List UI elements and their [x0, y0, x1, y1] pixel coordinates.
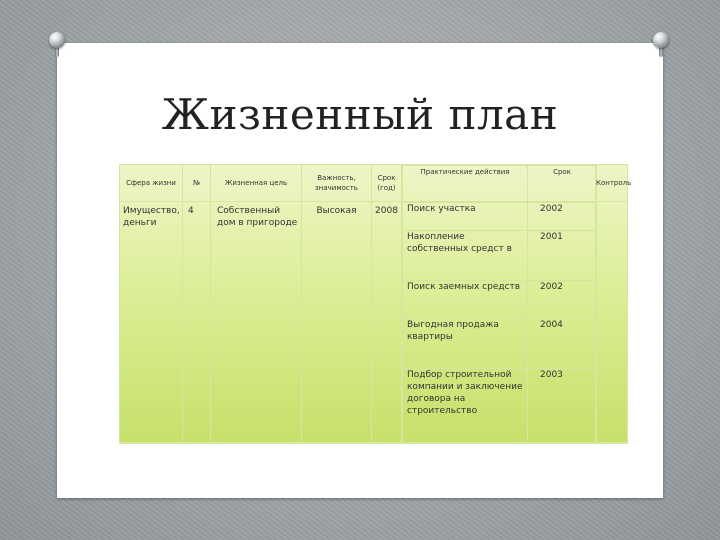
cell-num: 4: [183, 202, 211, 444]
header-goal: Жизненная цель: [211, 165, 302, 202]
action-text: Выгодная продажа квартиры: [403, 319, 528, 369]
action-year: 2002: [528, 281, 597, 319]
action-year: 2002: [528, 203, 597, 231]
action-text: Поиск заемных средств: [403, 281, 528, 319]
list-item: [403, 231, 597, 281]
cell-term: 2008: [372, 202, 402, 444]
life-plan-table: [119, 164, 632, 444]
action-year: 2003: [528, 369, 597, 443]
action-text: Накопление собственных средст в: [403, 231, 528, 281]
header-row: [120, 165, 628, 202]
table-row: [120, 202, 628, 444]
header-actions-deadline: [402, 165, 596, 202]
slide-title: Жизненный план: [161, 90, 559, 139]
header-importance: Важность, значимость: [302, 165, 372, 202]
list-item: [403, 281, 597, 319]
header-control: Контроль: [596, 165, 628, 202]
pushpin-icon-right: [653, 32, 669, 58]
list-item: [403, 319, 597, 369]
action-year: 2004: [528, 319, 597, 369]
header-num: №: [183, 165, 211, 202]
header-deadline: Срок: [528, 166, 597, 202]
pushpin-icon-left: [49, 32, 65, 58]
action-text: Поиск участка: [403, 203, 528, 231]
cell-control: [596, 202, 628, 444]
cell-goal: Собственный дом в пригороде: [211, 202, 302, 444]
action-text: Подбор строительной компании и заключение договора на строительство: [403, 369, 528, 443]
header-sphere: Сфера жизни: [120, 165, 183, 202]
cell-actions: [402, 202, 596, 444]
action-year: 2001: [528, 231, 597, 281]
header-actions: Практические действия: [403, 166, 528, 202]
cell-sphere: Имущество, деньги: [120, 202, 183, 444]
header-term: Срок (год): [372, 165, 402, 202]
list-item: [403, 203, 597, 231]
list-item: [403, 369, 597, 443]
cell-importance: Высокая: [302, 202, 372, 444]
